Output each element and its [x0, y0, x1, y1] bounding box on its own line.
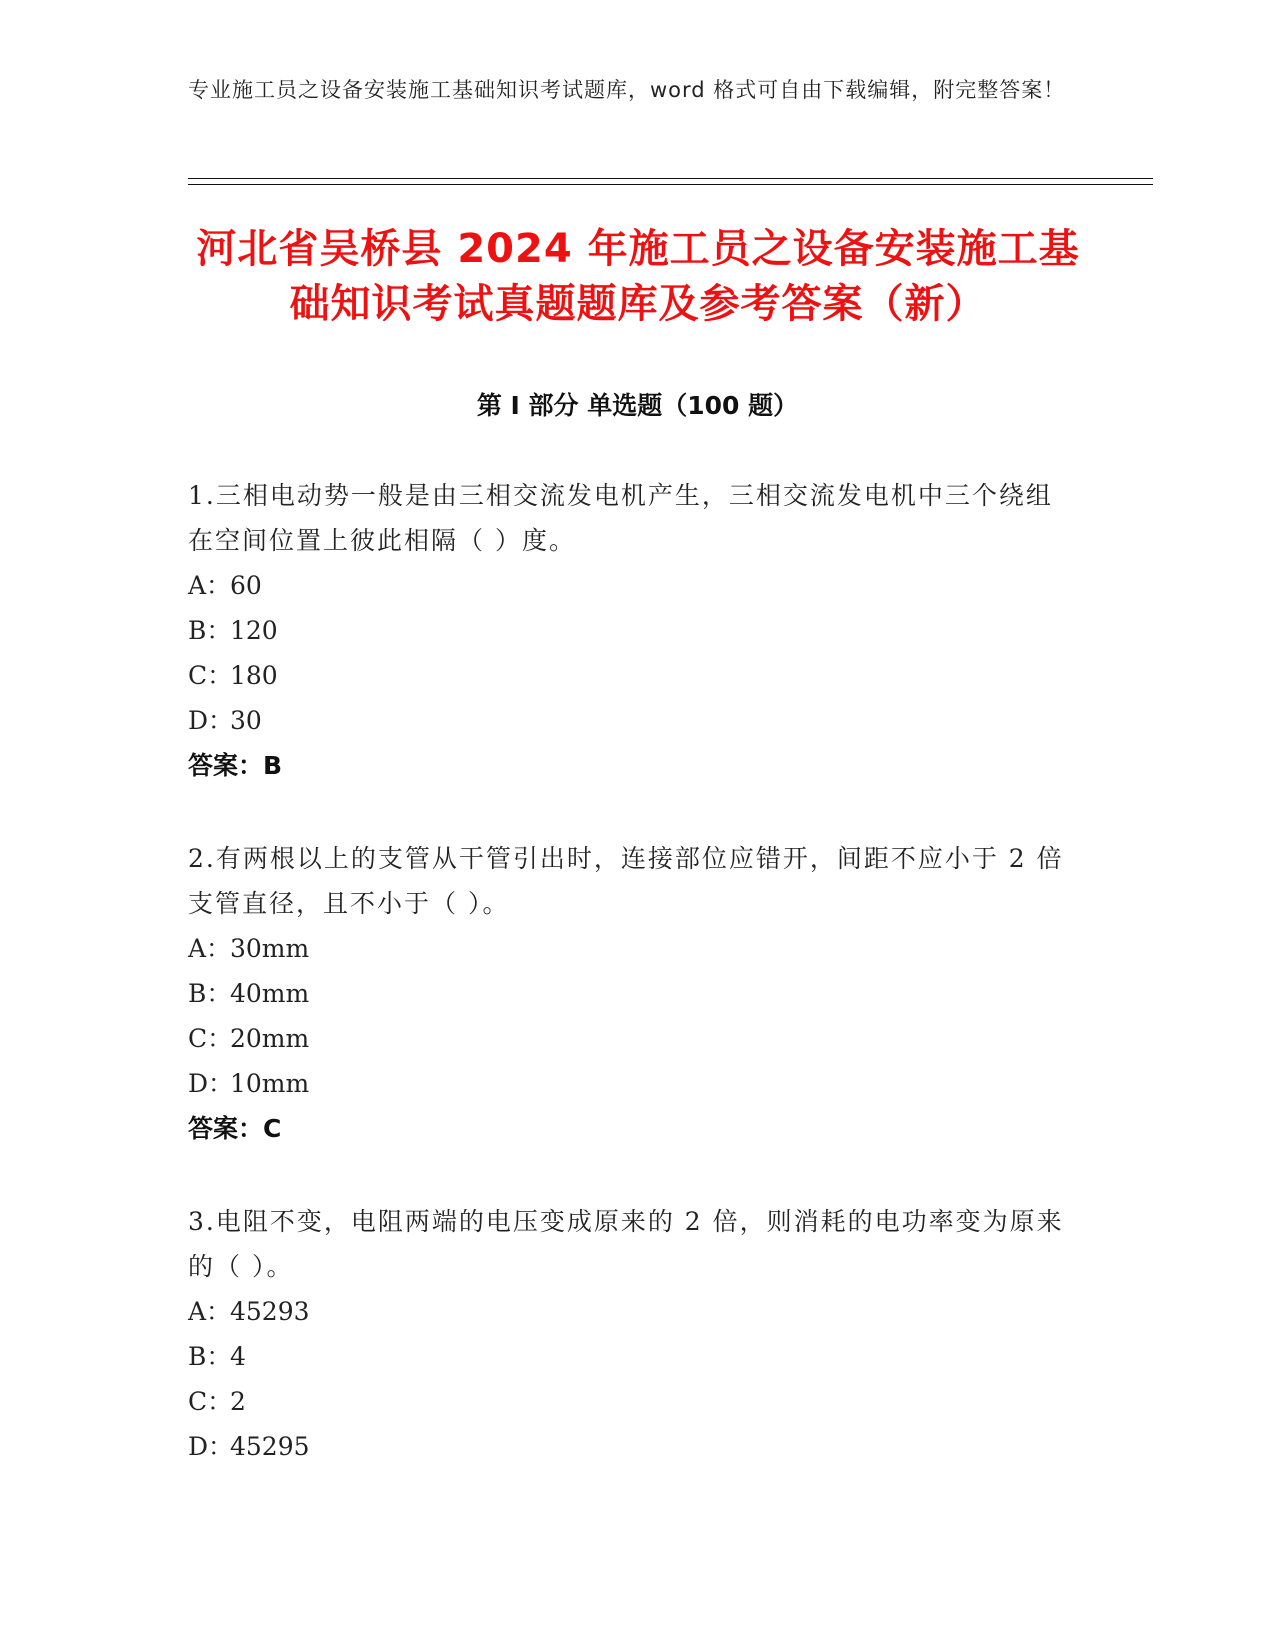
option-a — [188, 1289, 1068, 1334]
option-c — [188, 1379, 1068, 1424]
question-3 — [188, 1199, 1068, 1469]
question-2 — [188, 836, 1068, 1151]
question-1 — [188, 473, 1068, 788]
option-text: 10mm — [230, 1069, 310, 1098]
option-text: 180 — [230, 661, 278, 690]
option-text: 45295 — [230, 1432, 310, 1461]
answer-line: 答案：C — [188, 1114, 282, 1143]
option-letter: B： — [188, 1342, 232, 1371]
option-text: 30 — [230, 706, 262, 735]
answer-line: 答案：B — [188, 751, 283, 780]
option-text: 20mm — [230, 1024, 310, 1053]
option-letter: A： — [188, 571, 232, 600]
section-title: 第 I 部分 单选题（100 题） — [476, 391, 799, 420]
option-letter: B： — [188, 616, 232, 645]
option-b — [188, 608, 1068, 653]
option-letter: C： — [188, 661, 233, 690]
option-letter: D： — [188, 1432, 234, 1461]
question-stem: 3.电阻不变，电阻两端的电压变成原来的 2 倍，则消耗的电功率变为原来的（ ）。 — [188, 1207, 1064, 1281]
option-letter: D： — [188, 1069, 234, 1098]
option-text: 40mm — [230, 979, 310, 1008]
document-title: 河北省吴桥县 2024 年施工员之设备安装施工基础知识考试真题题库及参考答案（新） — [196, 226, 1080, 327]
header-note: 专业施工员之设备安装施工基础知识考试题库，word 格式可自由下载编辑，附完整答案！ — [188, 78, 1066, 102]
header-divider-bottom — [188, 184, 1153, 185]
header-divider-top — [188, 178, 1153, 179]
option-text: 30mm — [230, 934, 310, 963]
option-d — [188, 698, 1068, 743]
option-a — [188, 926, 1068, 971]
option-text: 4 — [230, 1342, 246, 1371]
option-text: 2 — [230, 1387, 246, 1416]
option-a — [188, 563, 1068, 608]
option-text: 45293 — [230, 1297, 310, 1326]
option-text: 60 — [230, 571, 262, 600]
option-letter: C： — [188, 1387, 233, 1416]
option-c — [188, 1016, 1068, 1061]
option-d — [188, 1061, 1068, 1106]
option-b — [188, 1334, 1068, 1379]
option-b — [188, 971, 1068, 1016]
option-letter: C： — [188, 1024, 233, 1053]
option-c — [188, 653, 1068, 698]
option-letter: A： — [188, 934, 232, 963]
option-text: 120 — [230, 616, 278, 645]
option-letter: D： — [188, 706, 234, 735]
option-letter: A： — [188, 1297, 232, 1326]
question-stem: 2.有两根以上的支管从干管引出时，连接部位应错开，间距不应小于 2 倍支管直径，且不小于（ ）。 — [188, 844, 1064, 918]
option-d — [188, 1424, 1068, 1469]
option-letter: B： — [188, 979, 232, 1008]
question-stem: 1.三相电动势一般是由三相交流发电机产生，三相交流发电机中三个绕组在空间位置上彼此相隔（ ）度。 — [188, 481, 1053, 555]
